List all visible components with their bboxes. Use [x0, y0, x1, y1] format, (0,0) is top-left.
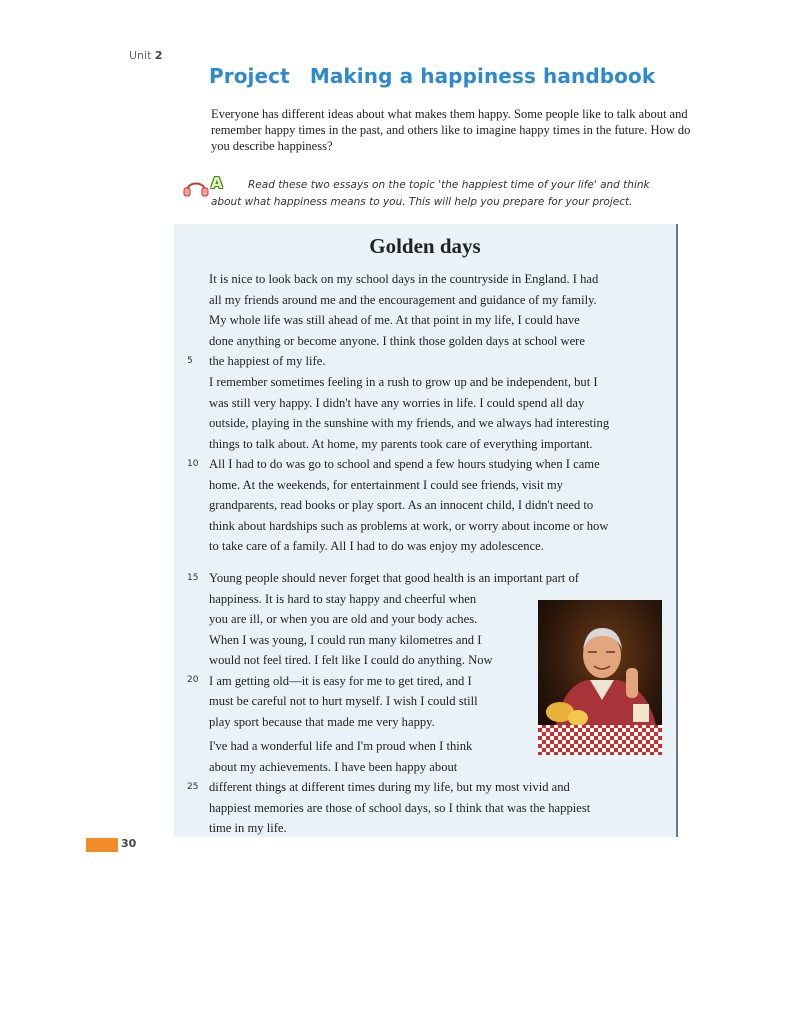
essay-line: would not feel tired. I felt like I could do anything. Now — [209, 653, 493, 667]
essay-line: all my friends around me and the encouragement and guidance of my family. — [209, 292, 597, 307]
essay-line: All I had to do was go to school and spend a few hours studying when I came — [209, 457, 600, 471]
headphones-icon — [183, 176, 209, 198]
essay-line: time in my life. — [209, 821, 287, 835]
page-number: 30 — [121, 837, 137, 850]
essay-line: I remember sometimes feeling in a rush to grow up and be independent, but I — [209, 375, 598, 389]
line-number: 5 — [187, 356, 193, 366]
essay-line: grandparents, read books or play sport. As an innocent child, I didn't need to — [209, 498, 594, 512]
essay-title: Golden days — [369, 234, 481, 258]
essay-line: Young people should never forget that good health is an important part of — [209, 571, 579, 585]
essay-line: was still very happy. I didn't have any worries in life. I could spend all day — [209, 395, 585, 410]
line-number: 15 — [187, 573, 199, 583]
page-number-accent — [86, 838, 118, 852]
essay-line: things to talk about. At home, my parents took care of everything important. — [209, 436, 593, 451]
line-number: 10 — [187, 459, 199, 469]
essay-line: must be careful not to hurt myself. I wish I could still — [209, 694, 478, 708]
essay-line: outside, playing in the sunshine with my friends, and we always had interesting — [209, 416, 610, 430]
task-instructions: Read these two essays on the topic 'the happiest time of your life' and think about what happiness means to you. This will help you prepare for your project. — [211, 179, 650, 208]
essay-line: you are ill, or when you are old and your body aches. — [209, 612, 478, 626]
essay-line: play sport because that made me very happy. — [209, 714, 435, 729]
essay-line: done anything or become anyone. I think those golden days at school were — [209, 333, 585, 348]
unit-label: Unit 2 — [129, 49, 163, 62]
essay-line: think about hardships such as problems at work, or worry about income or how — [209, 518, 609, 533]
unit-number: 2 — [154, 49, 163, 62]
essay-line: to take care of a family. All I had to do was enjoy my adolescence. — [209, 539, 544, 553]
title-subject: Making a happiness handbook — [309, 64, 656, 88]
essay-line: home. At the weekends, for entertainment I could see friends, visit my — [209, 477, 563, 492]
essay-line: I've had a wonderful life and I'm proud when I think — [209, 739, 473, 753]
essay-paragraph-1 — [209, 269, 659, 372]
intro-text: Everyone has different ideas about what makes them happy. Some people like to talk about and remember happy times in the past, and others like to imagine happy times in the future. How do you describe happiness? — [211, 107, 691, 153]
essay-line: When I was young, I could run many kilometres and I — [209, 632, 482, 647]
line-number: 25 — [187, 782, 199, 792]
page-title — [209, 64, 655, 88]
essay-panel — [174, 224, 678, 837]
task-letter-badge: A — [211, 174, 223, 192]
essay-line: different things at different times during my life, but my most vivid and — [209, 780, 570, 794]
essay-line: the happiest of my life. — [209, 354, 326, 368]
photo-illustration — [538, 600, 662, 755]
essay-line: I am getting old—it is easy for me to get tired, and I — [209, 673, 472, 688]
title-project: Project — [209, 64, 290, 88]
essay-line: happiness. It is hard to stay happy and cheerful when — [209, 591, 477, 606]
essay-line: happiest memories are those of school days, so I think that was the happiest — [209, 800, 591, 815]
essay-line: It is nice to look back on my school days in the countryside in England. I had — [209, 272, 599, 286]
elderly-man-photo — [538, 600, 662, 755]
essay-paragraph-2 — [209, 372, 659, 557]
line-number: 20 — [187, 675, 199, 685]
essay-line: about my achievements. I have been happy about — [209, 759, 458, 774]
essay-line: My whole life was still ahead of me. At that point in my life, I could have — [209, 313, 580, 327]
